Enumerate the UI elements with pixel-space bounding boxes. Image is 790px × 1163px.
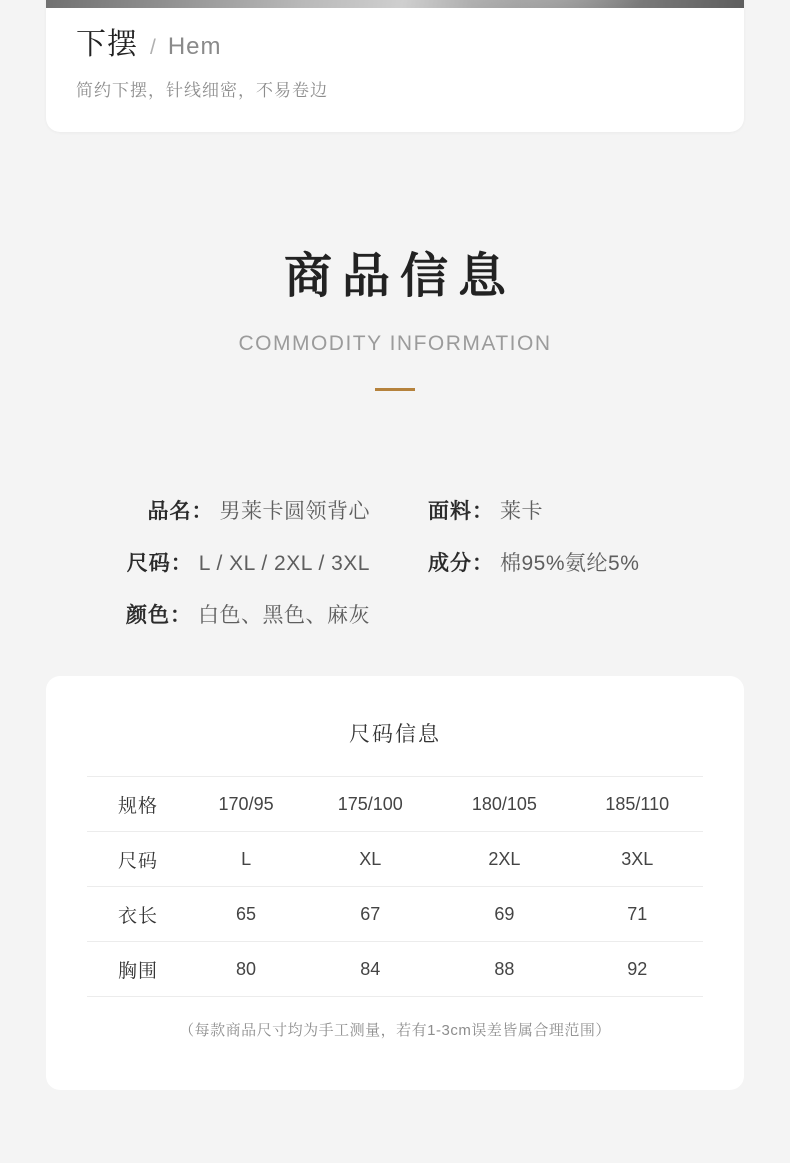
hem-title-en: Hem (167, 33, 222, 60)
hem-subtitle: 简约下摆，针线细密，不易卷边 (76, 80, 328, 100)
info-value: 男莱卡圆领背心 (219, 500, 370, 523)
table-row (87, 832, 703, 887)
table-cell: XL (303, 832, 437, 887)
section-subtitle: COMMODITY INFORMATION (238, 331, 552, 355)
info-value: L / XL / 2XL / 3XL (198, 552, 370, 575)
table-cell: 3XL (571, 832, 703, 887)
hem-title-separator: / (150, 36, 156, 59)
section-divider (375, 388, 415, 391)
table-cell: 92 (571, 942, 703, 997)
info-pair-colors (0, 599, 370, 629)
table-row-header: 尺码 (87, 832, 189, 887)
hem-card-body (46, 8, 744, 101)
hem-product-photo (46, 0, 744, 8)
section-title: 商品信息 (283, 250, 516, 303)
info-row (0, 547, 790, 577)
size-information-card (46, 676, 744, 1090)
table-cell: 2XL (437, 832, 571, 887)
table-cell: 170/95 (189, 777, 303, 832)
table-cell: 67 (303, 887, 437, 942)
info-label: 成分： (428, 552, 494, 575)
table-row-header: 规格 (87, 777, 189, 832)
table-row (87, 942, 703, 997)
info-pair-name (0, 495, 370, 525)
info-row (0, 495, 790, 525)
table-cell: 180/105 (437, 777, 571, 832)
size-table (87, 776, 703, 997)
table-cell: 84 (303, 942, 437, 997)
size-card-title: 尺码信息 (349, 723, 441, 746)
table-cell: 65 (189, 887, 303, 942)
size-measurement-note: （每款商品尺寸均为手工测量，若有1-3cm误差皆属合理范围） (179, 1022, 611, 1039)
info-label: 尺码： (126, 552, 193, 575)
info-label: 颜色： (126, 604, 192, 627)
hem-title-row (76, 26, 714, 64)
info-label: 品名： (147, 500, 214, 523)
info-value: 莱卡 (500, 500, 543, 523)
info-row (0, 599, 790, 629)
table-cell: 175/100 (303, 777, 437, 832)
hem-feature-card (46, 0, 744, 132)
info-value: 白色、黑色、麻灰 (198, 604, 370, 627)
table-cell: 88 (437, 942, 571, 997)
table-row (87, 777, 703, 832)
table-cell: 69 (437, 887, 571, 942)
table-row-header: 胸围 (87, 942, 189, 997)
info-value: 棉95%氨纶5% (500, 552, 640, 575)
table-cell: 80 (189, 942, 303, 997)
table-cell: L (189, 832, 303, 887)
table-row (87, 887, 703, 942)
info-pair-fabric (370, 495, 790, 525)
info-pair-composition (370, 547, 790, 577)
table-row-header: 衣长 (87, 887, 189, 942)
table-cell: 185/110 (571, 777, 703, 832)
commodity-information-header (0, 248, 790, 391)
hem-title-cn: 下摆 (76, 28, 138, 61)
product-info-list (0, 495, 790, 651)
table-cell: 71 (571, 887, 703, 942)
info-label: 面料： (428, 500, 494, 523)
info-pair-empty (370, 599, 790, 629)
info-pair-sizes (0, 547, 370, 577)
